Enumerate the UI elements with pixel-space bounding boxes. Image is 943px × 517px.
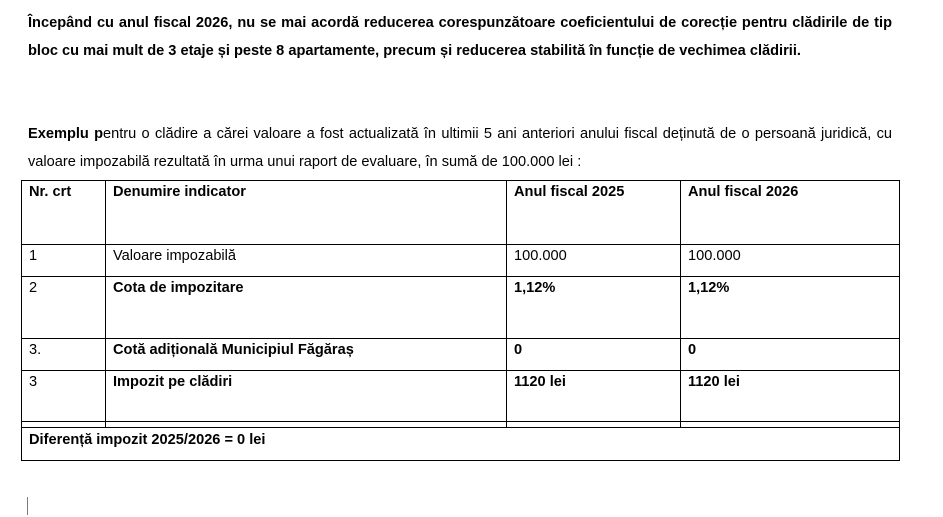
intro-paragraph: Începând cu anul fiscal 2026, nu se mai acordă reducerea corespunzătoare coeficientului de corecție pentru clădirile de tip bloc cu mai mult de 3 etaje și peste 8 apartamente, precum și reducerea stabilită în funcție de vechimea clădirii. <box>28 15 892 59</box>
table-row <box>22 339 900 371</box>
row-value-2025: 0 <box>507 339 681 371</box>
header-year-2025: Anul fiscal 2025 <box>507 181 681 245</box>
table-row <box>22 371 900 422</box>
text-cursor <box>27 497 28 515</box>
row-value-2025: 100.000 <box>507 245 681 277</box>
header-nr-crt: Nr. crt <box>22 181 106 245</box>
row-number: 2 <box>22 277 106 339</box>
row-number: 3 <box>22 371 106 422</box>
table-row <box>22 245 900 277</box>
table-row <box>22 277 900 339</box>
example-lead: Exemplu p <box>28 126 104 142</box>
row-number: 1 <box>22 245 106 277</box>
row-indicator: Cota de impozitare <box>106 277 507 339</box>
difference-row <box>22 428 900 461</box>
row-value-2026: 0 <box>681 339 900 371</box>
tax-table <box>21 180 900 461</box>
header-indicator: Denumire indicator <box>106 181 507 245</box>
row-value-2026: 100.000 <box>681 245 900 277</box>
row-value-2025: 1120 lei <box>507 371 681 422</box>
row-number: 3. <box>22 339 106 371</box>
tax-difference: Diferență impozit 2025/2026 = 0 lei <box>22 428 900 461</box>
example-text: entru o clădire a cărei valoare a fost actualizată în ultimii 5 ani anteriori anului fiscal deținută de o persoană juridică, cu valoare impozabilă rezultată în urma unui raport de evaluare, în sumă de 100.000 lei : <box>28 126 892 170</box>
example-paragraph <box>28 121 892 176</box>
row-value-2026: 1120 lei <box>681 371 900 422</box>
row-indicator: Cotă adițională Municipiul Făgăraș <box>106 339 507 371</box>
table-header-row <box>22 181 900 245</box>
row-indicator: Valoare impozabilă <box>106 245 507 277</box>
row-value-2025: 1,12% <box>507 277 681 339</box>
row-value-2026: 1,12% <box>681 277 900 339</box>
row-indicator: Impozit pe clădiri <box>106 371 507 422</box>
header-year-2026: Anul fiscal 2026 <box>681 181 900 245</box>
